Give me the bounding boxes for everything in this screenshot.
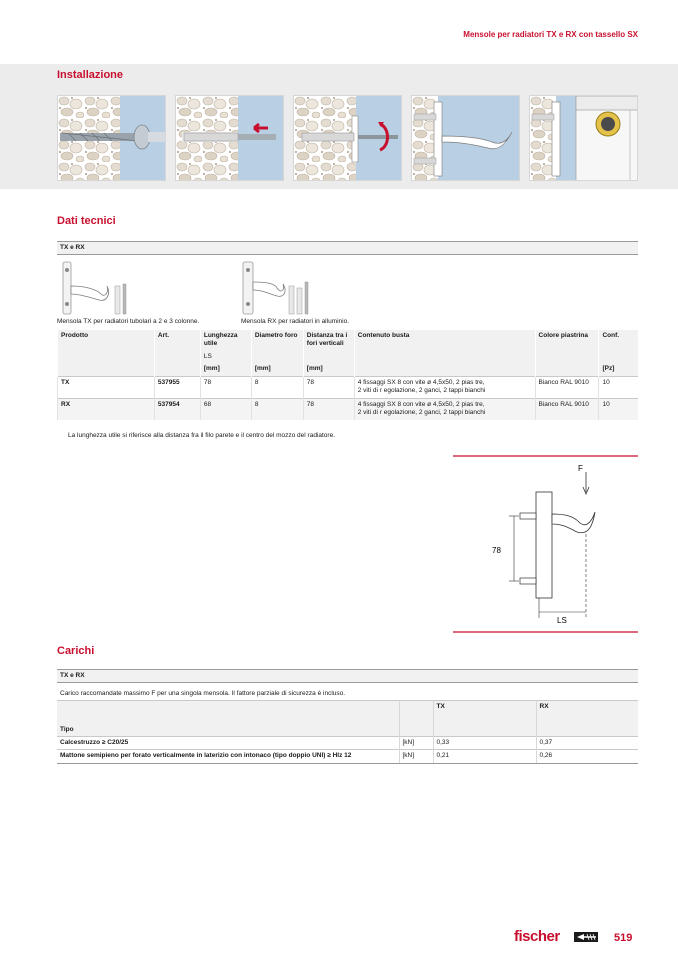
load-tipo: Mattone semipieno per forato verticalmente in laterizio con intonaco (tipo doppio UNI) ≥ Hlz 12 — [57, 750, 399, 763]
col-tx: TX — [433, 701, 536, 737]
load-tx: 0,21 — [433, 750, 536, 763]
running-header: Mensole per radiatori TX e RX con tassello SX — [463, 30, 638, 39]
unit-diametro: [mm] — [251, 363, 303, 376]
loads-group-label: TX e RX — [57, 669, 638, 683]
col-colore: Colore piastrina — [535, 330, 599, 363]
row-contenuto-line1: 4 fissaggi SX 8 con vite ø 4,5x50, 2 pias tre, — [357, 400, 485, 408]
load-tipo: Calcestruzzo ≥ C20/25 — [57, 737, 399, 750]
load-unit: [kN] — [399, 737, 433, 750]
row-diametro: 8 — [251, 376, 303, 398]
insert-anchor-illustration — [176, 96, 284, 181]
col-rx: RX — [536, 701, 638, 737]
row-contenuto — [354, 398, 535, 419]
row-art: 537954 — [154, 398, 200, 419]
col-diametro: Diametro foro — [251, 330, 303, 363]
bracket-plate — [536, 492, 552, 598]
technical-group-label: TX e RX — [57, 241, 638, 255]
row-contenuto — [354, 376, 535, 398]
page-number: 519 — [614, 932, 633, 944]
spec-units-row — [58, 363, 639, 376]
table-row — [58, 398, 639, 419]
tx-bracket-image — [57, 258, 137, 316]
loads-header-row — [57, 701, 638, 737]
product-images — [57, 258, 638, 328]
row-colore: Bianco RAL 9010 — [535, 376, 599, 398]
force-label: F — [578, 464, 583, 473]
upper-anchor — [520, 513, 536, 519]
tx-caption: Mensola TX per radiatori tubolari a 2 e 3 colonne. — [57, 318, 200, 325]
row-lunghezza: 78 — [200, 376, 251, 398]
row-conf: 10 — [599, 376, 638, 398]
table-row — [58, 376, 639, 398]
row-prodotto: TX — [58, 376, 155, 398]
spec-table — [57, 330, 638, 420]
load-tx: 0,33 — [433, 737, 536, 750]
installation-title: Installazione — [57, 69, 124, 81]
row-contenuto-line2: 2 viti di r egolazione, 2 ganci, 2 tappi bianchi — [357, 409, 486, 417]
table-row — [57, 737, 638, 750]
table-row — [57, 750, 638, 763]
load-unit: [kN] — [399, 750, 433, 763]
lower-anchor — [520, 578, 536, 584]
radiator-illustration — [530, 96, 638, 181]
rx-caption: Mensola RX per radiatori in alluminio. — [241, 318, 350, 325]
step-insert-anchor — [175, 95, 284, 181]
hook-illustration — [412, 96, 520, 181]
step-screw-anchor — [293, 95, 402, 181]
step-radiator — [529, 95, 638, 181]
col-lunghezza — [200, 330, 251, 363]
dimension-diagram — [453, 452, 638, 634]
row-colore: Bianco RAL 9010 — [535, 398, 599, 419]
col-art: Art. — [154, 330, 200, 363]
spec-header-row — [58, 330, 639, 363]
loads-description: Carico raccomandate massimo F per una singola mensola. Il fattore parziale di sicurezza è incluso. — [60, 690, 346, 697]
col-contenuto: Contenuto busta — [354, 330, 535, 363]
col-conf: Conf. — [599, 330, 638, 363]
brand-logo: fischer — [514, 928, 560, 945]
load-rx: 0,37 — [536, 737, 638, 750]
loads-table — [57, 700, 638, 764]
row-distanza: 78 — [303, 398, 354, 419]
bracket-hook — [552, 512, 595, 533]
unit-distanza: [mm] — [303, 363, 354, 376]
row-distanza: 78 — [303, 376, 354, 398]
ls-label: LS — [557, 616, 567, 625]
row-contenuto-line2: 2 viti di r egolazione, 2 ganci, 2 tappi bianchi — [357, 387, 486, 395]
load-rx: 0,26 — [536, 750, 638, 763]
col-prodotto: Prodotto — [58, 330, 155, 363]
col-lunghezza-sub: LS — [203, 352, 212, 360]
drill-illustration — [58, 96, 166, 181]
unit-lunghezza: [mm] — [200, 363, 251, 376]
rx-bracket-image — [241, 258, 321, 316]
row-art: 537955 — [154, 376, 200, 398]
unit-conf: [Pz] — [599, 363, 638, 376]
step-hook — [411, 95, 520, 181]
row-prodotto: RX — [58, 398, 155, 419]
technical-title: Dati tecnici — [57, 215, 116, 227]
step-drill — [57, 95, 166, 181]
col-lunghezza-label: Lunghezza utile — [203, 332, 238, 348]
screw-illustration — [294, 96, 402, 181]
loads-title: Carichi — [57, 645, 95, 657]
row-diametro: 8 — [251, 398, 303, 419]
tipo-label: Tipo — [57, 701, 399, 737]
installation-steps — [57, 95, 638, 181]
row-contenuto-line1: 4 fissaggi SX 8 con vite ø 4,5x50, 2 pias tre, — [357, 378, 485, 386]
row-lunghezza: 68 — [200, 398, 251, 419]
technical-footnote: La lunghezza utile si riferisce alla distanza fra il filo parete e il centro del mozzo del radiatore. — [68, 432, 335, 439]
brand-anchor-icon — [574, 931, 598, 943]
row-conf: 10 — [599, 398, 638, 419]
col-distanza: Distanza tra i fori verticali — [303, 330, 354, 363]
height-label: 78 — [492, 546, 501, 555]
